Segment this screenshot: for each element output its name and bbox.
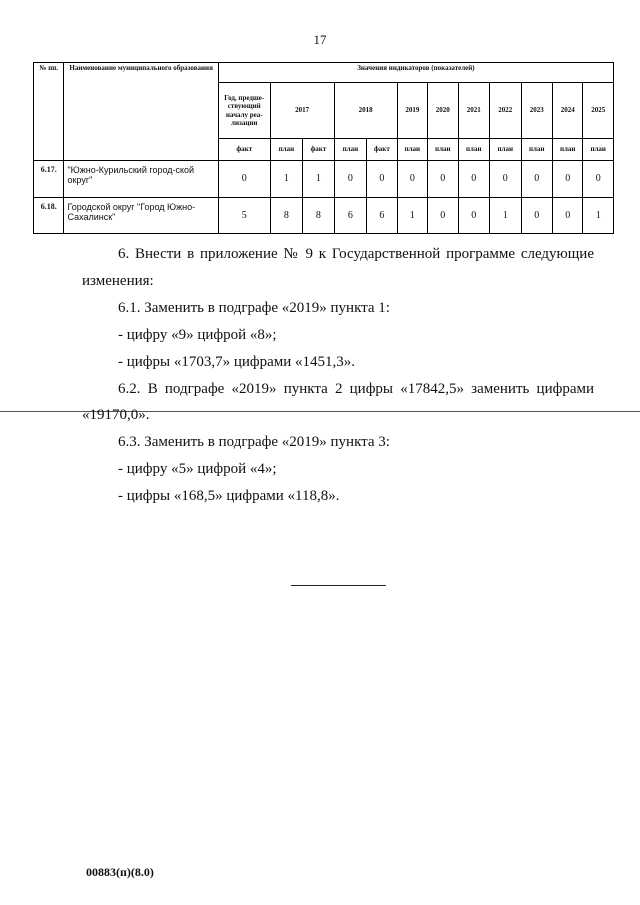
header-base-year: Год, предше-ствующий началу реа-лизации	[218, 83, 270, 139]
value-cell: 0	[458, 161, 489, 198]
list-item: - цифры «168,5» цифрами «118,8».	[118, 488, 340, 504]
value-cell: 0	[218, 161, 270, 198]
subheader-cell: план	[583, 139, 614, 161]
row-number: 6.17.	[34, 161, 64, 198]
header-year-2025: 2025	[583, 83, 614, 139]
value-cell: 0	[521, 198, 552, 234]
list-item: - цифры «1703,7» цифрами «1451,3».	[118, 354, 356, 370]
value-cell: 0	[458, 198, 489, 234]
value-cell: 0	[490, 161, 521, 198]
subheader-cell: план	[552, 139, 582, 161]
row-name: "Южно-Курильский город-ской округ"	[64, 161, 218, 198]
header-year-2017: 2017	[270, 83, 334, 139]
header-no: № пп.	[34, 63, 64, 161]
value-cell: 0	[334, 161, 367, 198]
value-cell: 1	[490, 198, 521, 234]
subheader-cell: план	[397, 139, 427, 161]
list-item: - цифру «9» цифрой «8»;	[118, 327, 277, 343]
subheader-cell: план	[334, 139, 367, 161]
value-cell: 0	[397, 161, 427, 198]
value-cell: 1	[397, 198, 427, 234]
paragraph-6-2: 6.2. В подграфе «2019» пункта 2 цифры «17842,5» заменить цифрами	[118, 381, 594, 397]
separator-line	[291, 585, 386, 586]
subheader-cell: план	[428, 139, 458, 161]
value-cell: 6	[334, 198, 367, 234]
paragraph-6-3: 6.3. Заменить в подграфе «2019» пункта 3:	[118, 434, 390, 450]
value-cell: 8	[270, 198, 303, 234]
value-cell: 0	[521, 161, 552, 198]
subheader-cell: факт	[218, 139, 270, 161]
subheader-cell: план	[521, 139, 552, 161]
value-cell: 0	[428, 161, 458, 198]
value-cell: 0	[552, 198, 582, 234]
paragraph-6-continuation: изменения:	[82, 273, 154, 289]
paragraph-6: 6. Внести в приложение № 9 к Государственной программе следующие	[118, 246, 594, 262]
subheader-cell: план	[270, 139, 303, 161]
header-year-2023: 2023	[521, 83, 552, 139]
header-year-2024: 2024	[552, 83, 582, 139]
value-cell: 1	[270, 161, 303, 198]
value-cell: 0	[552, 161, 582, 198]
subheader-cell: факт	[303, 139, 334, 161]
value-cell: 1	[303, 161, 334, 198]
list-item: - цифру «5» цифрой «4»;	[118, 461, 277, 477]
row-number: 6.18.	[34, 198, 64, 234]
header-year-2022: 2022	[490, 83, 521, 139]
value-cell: 1	[583, 198, 614, 234]
value-cell: 8	[303, 198, 334, 234]
table-row	[34, 161, 614, 198]
paragraph-6-1: 6.1. Заменить в подграфе «2019» пункта 1:	[118, 300, 390, 316]
subheader-cell: план	[458, 139, 489, 161]
header-name: Наименование муниципального образования	[64, 63, 218, 161]
value-cell: 0	[428, 198, 458, 234]
value-cell: 6	[367, 198, 397, 234]
value-cell: 0	[583, 161, 614, 198]
subheader-cell: факт	[367, 139, 397, 161]
indicators-table	[33, 62, 614, 234]
header-year-2020: 2020	[428, 83, 458, 139]
page-number: 17	[313, 32, 327, 47]
table-row	[34, 198, 614, 234]
paragraph-6-2-continuation: «19170,0».	[82, 407, 150, 423]
header-year-2018: 2018	[334, 83, 397, 139]
header-year-2021: 2021	[458, 83, 489, 139]
header-indicators: Значения индикаторов (показателей)	[218, 63, 613, 83]
value-cell: 5	[218, 198, 270, 234]
subheader-cell: план	[490, 139, 521, 161]
value-cell: 0	[367, 161, 397, 198]
header-year-2019: 2019	[397, 83, 427, 139]
row-name: Городской округ "Город Южно-Сахалинск"	[64, 198, 218, 234]
document-code: 00883(п)(8.0)	[86, 865, 154, 879]
